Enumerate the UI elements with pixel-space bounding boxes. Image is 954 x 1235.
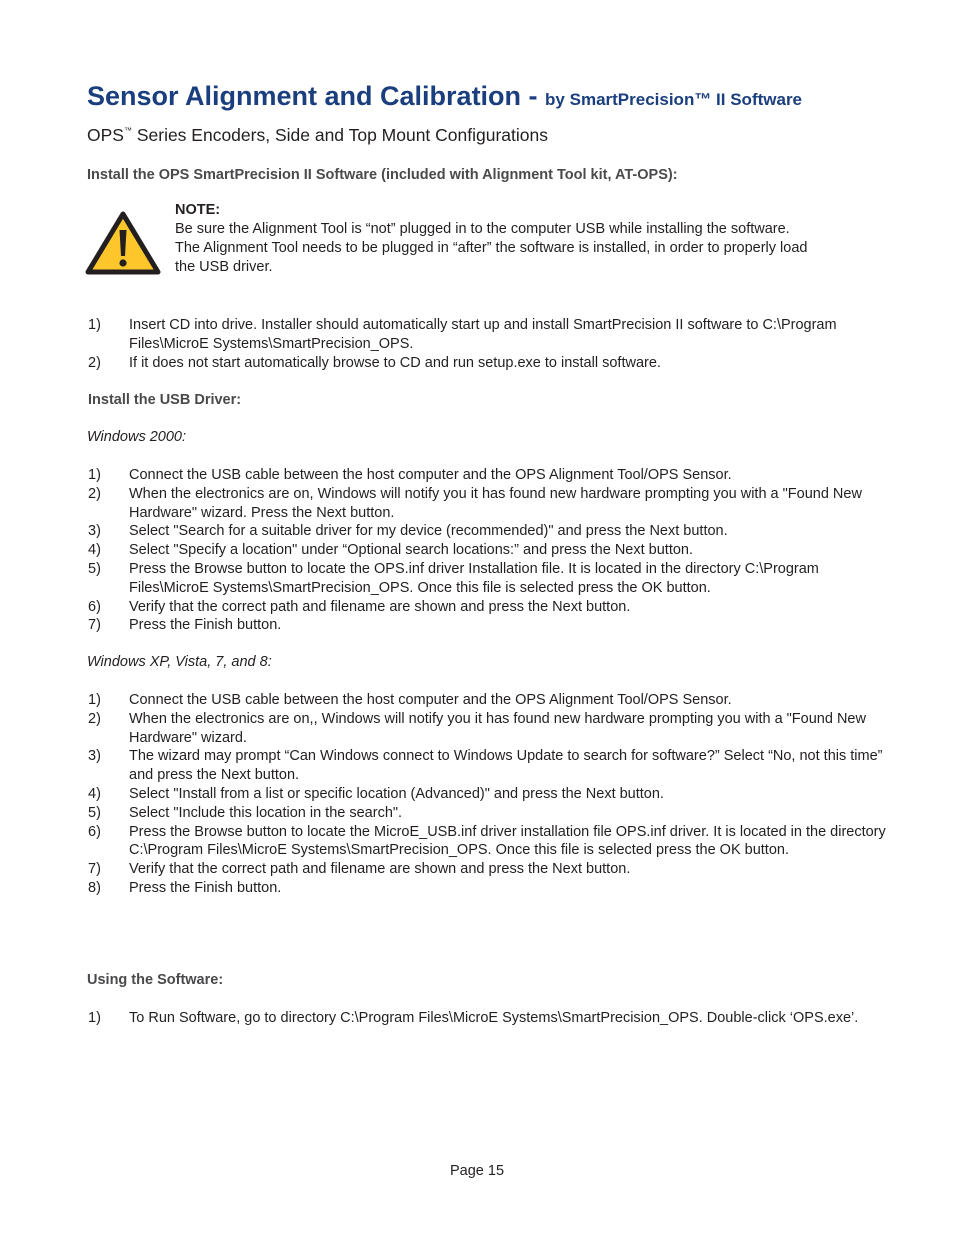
list-item bbox=[0, 560, 889, 598]
list-item bbox=[0, 860, 889, 879]
step-text: Verify that the correct path and filename are shown and press the Next button. bbox=[129, 598, 631, 615]
list-item bbox=[0, 747, 889, 785]
subsection-label-windows-2000: Windows 2000: bbox=[87, 429, 187, 445]
list-item bbox=[0, 691, 889, 710]
step-text: Select "Include this location in the search". bbox=[129, 804, 403, 821]
list-item bbox=[0, 710, 889, 748]
step-text: When the electronics are on, Windows will notify you it has found new hardware prompting you with a "Found New Hardware" wizard. Press the Next button. bbox=[129, 485, 862, 521]
list-item bbox=[0, 823, 889, 861]
step-text: If it does not start automatically browse to CD and run setup.exe to install software. bbox=[129, 354, 661, 371]
list-item bbox=[0, 485, 889, 523]
list-item bbox=[0, 541, 889, 560]
subtitle-rest: Series Encoders, Side and Top Mount Configurations bbox=[131, 125, 549, 145]
list-item bbox=[0, 785, 889, 804]
section-heading-install-software: Install the OPS SmartPrecision II Software (included with Alignment Tool kit, AT-OPS): bbox=[87, 167, 678, 183]
step-number: 5) bbox=[88, 804, 101, 821]
step-text: Select "Specify a location" under “Optional search locations:” and press the Next button. bbox=[129, 542, 694, 559]
step-text: Verify that the correct path and filename are shown and press the Next button. bbox=[129, 861, 631, 878]
page-number: Page 15 bbox=[449, 1163, 505, 1179]
step-number: 1) bbox=[88, 1010, 101, 1026]
install-software-steps bbox=[0, 316, 889, 372]
step-number: 4) bbox=[88, 785, 101, 802]
step-text: Insert CD into drive. Installer should automatically start up and install SmartPrecision II software to C:\Program Files\MicroE Systems\SmartPrecision_OPS. bbox=[129, 317, 837, 352]
step-number: 1) bbox=[88, 692, 101, 708]
step-text: Connect the USB cable between the host computer and the OPS Alignment Tool/OPS Sensor. bbox=[129, 692, 732, 708]
page-title-main: Sensor Alignment and Calibration - bbox=[87, 81, 546, 111]
step-number: 7) bbox=[88, 861, 101, 878]
windows-2000-steps bbox=[0, 466, 889, 635]
step-text: Press the Finish button. bbox=[129, 879, 282, 896]
step-text: Connect the USB cable between the host computer and the OPS Alignment Tool/OPS Sensor. bbox=[129, 467, 732, 483]
list-item bbox=[0, 616, 889, 635]
step-text: To Run Software, go to directory C:\Program Files\MicroE Systems\SmartPrecision_OPS. Double-click ‘OPS.exe’. bbox=[129, 1010, 859, 1026]
page-title-sub: by SmartPrecision™ II Software bbox=[545, 90, 803, 109]
step-number: 1) bbox=[88, 317, 101, 333]
list-item bbox=[0, 522, 889, 541]
step-text: When the electronics are on,, Windows will notify you it has found new hardware prompting you with a "Found New Hardware" wizard. bbox=[129, 710, 866, 746]
list-item bbox=[0, 316, 889, 354]
section-heading-usb-driver: Install the USB Driver: bbox=[88, 392, 242, 408]
step-number: 2) bbox=[88, 485, 101, 502]
subsection-label-windows-xp: Windows XP, Vista, 7, and 8: bbox=[87, 654, 272, 670]
step-number: 6) bbox=[88, 823, 101, 840]
step-text: Press the Browse button to locate the OPS.inf driver Installation file. It is located in the directory C:\Program Files\MicroE Systems\SmartPrecision_OPS. Once this file is selected press the OK button. bbox=[129, 560, 819, 596]
note-line: The Alignment Tool needs to be plugged in “after” the software is installed, in order to properly load bbox=[175, 240, 808, 256]
step-number: 8) bbox=[88, 879, 101, 896]
warning-triangle-icon bbox=[85, 210, 161, 276]
step-number: 2) bbox=[88, 354, 101, 371]
list-item bbox=[0, 1009, 889, 1028]
note-label: NOTE: bbox=[175, 202, 221, 218]
note-block bbox=[175, 201, 875, 277]
page-title bbox=[87, 78, 802, 118]
step-text: The wizard may prompt “Can Windows connect to Windows Update to search for software?” Select “No, not this time” and press the Next button. bbox=[129, 748, 883, 784]
step-number: 2) bbox=[88, 710, 101, 727]
step-number: 3) bbox=[88, 523, 101, 540]
list-item bbox=[0, 466, 889, 485]
subtitle-trademark: ™ bbox=[123, 126, 132, 135]
step-text: Press the Finish button. bbox=[129, 617, 282, 634]
list-item bbox=[0, 354, 889, 373]
step-text: Select "Install from a list or specific location (Advanced)" and press the Next button. bbox=[129, 785, 664, 802]
note-line: the USB driver. bbox=[175, 259, 273, 275]
step-number: 6) bbox=[88, 598, 101, 615]
using-software-steps bbox=[0, 1009, 889, 1028]
step-number: 1) bbox=[88, 467, 101, 483]
page-subtitle bbox=[87, 120, 548, 146]
step-number: 5) bbox=[88, 560, 101, 577]
step-number: 4) bbox=[88, 542, 101, 559]
subtitle-prefix: OPS bbox=[87, 125, 124, 145]
list-item bbox=[0, 879, 889, 898]
step-text: Press the Browse button to locate the MicroE_USB.inf driver installation file OPS.inf driver. It is located in the directory C:\Program Files\MicroE Systems\SmartPrecision_OPS. Once this file is selected press the OK button. bbox=[129, 823, 886, 859]
step-number: 7) bbox=[88, 617, 101, 634]
note-line: Be sure the Alignment Tool is “not” plugged in to the computer USB while installing the software. bbox=[175, 221, 790, 237]
list-item bbox=[0, 598, 889, 617]
section-heading-using-software: Using the Software: bbox=[87, 972, 224, 988]
list-item bbox=[0, 804, 889, 823]
windows-xp-steps bbox=[0, 691, 889, 898]
step-number: 3) bbox=[88, 748, 101, 765]
step-text: Select "Search for a suitable driver for my device (recommended)" and press the Next button. bbox=[129, 523, 728, 540]
